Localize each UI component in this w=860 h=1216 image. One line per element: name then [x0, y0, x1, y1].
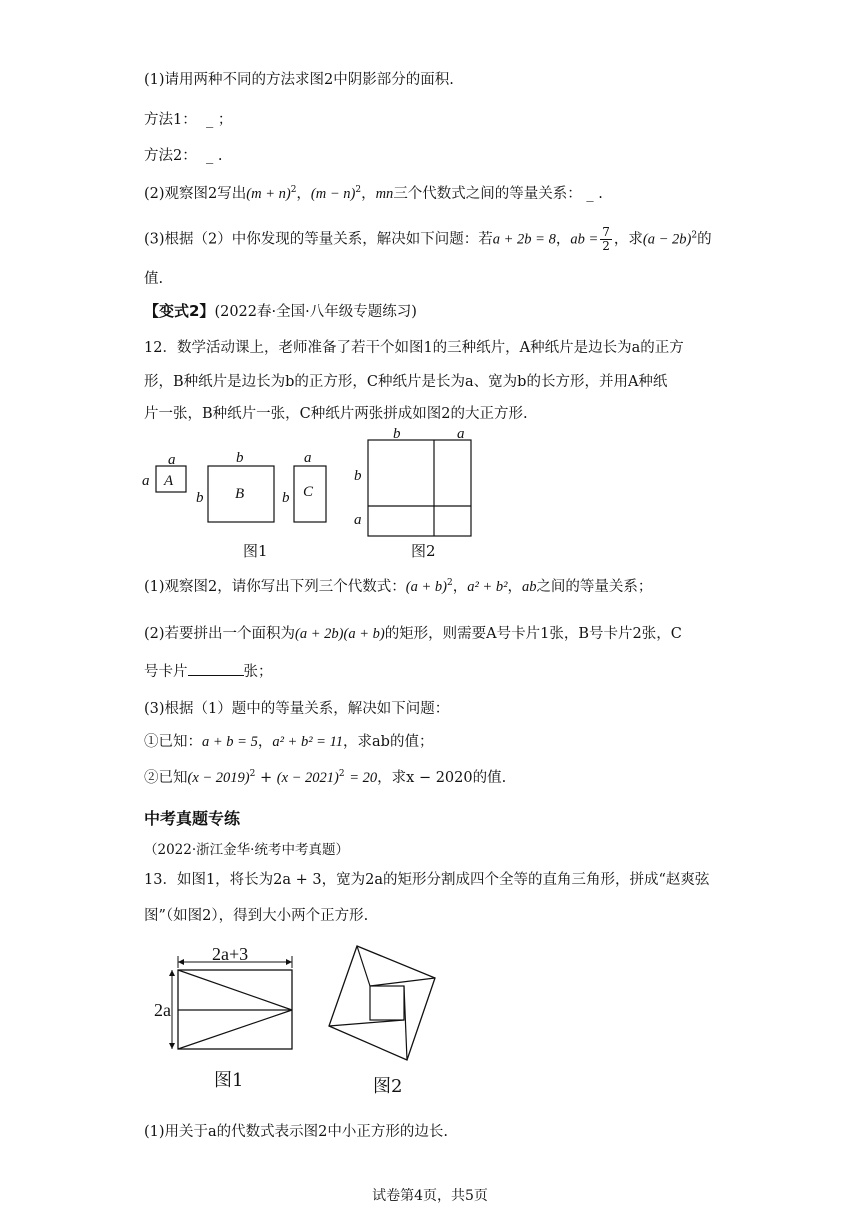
q12-part1: (1)观察图2，请你写出下列三个代数式：$(a + b)^2$，a² + b²，ab之间的等量关系；: [144, 578, 653, 595]
q13-stem-line1: 13．如图1，将长为2a + 3，宽为2a的矩形分割成四个全等的直角三角形，拼成“赵爽弦: [144, 872, 710, 888]
label-B: B: [235, 486, 245, 502]
q12-figure2: [350, 424, 490, 539]
q11-part3-line2: 值.: [144, 271, 164, 287]
fig2-label-b-side: b: [354, 468, 362, 484]
fig2-label-a-side: a: [354, 512, 362, 528]
q12-figure1: [140, 430, 370, 540]
label-A: A: [164, 473, 174, 489]
label-a-top: a: [168, 452, 176, 468]
q13-top-label: 2a+3: [212, 944, 249, 964]
label-c-side: b: [282, 490, 290, 506]
q13-side-label: 2a: [154, 1000, 171, 1020]
section-source: （2022·浙江金华·统考中考真题）: [144, 842, 349, 858]
page-footer: 试卷第4页，共5页: [372, 1188, 488, 1204]
label-c-top: a: [304, 450, 312, 466]
q13-figure1: [150, 944, 300, 1054]
label-a-side: a: [142, 473, 150, 489]
q12-part2-line2: 号卡片 张；: [144, 660, 273, 681]
q12-fig1-caption: 图1: [243, 542, 268, 560]
q13-fig1-caption: 图1: [214, 1070, 244, 1091]
q12-part2: (2)若要拼出一个面积为(a + 2b)(a + b)的矩形，则需要A号卡片1张，B号卡片2张，C: [144, 626, 682, 642]
q13-stem-line2: 图”（如图2），得到大小两个正方形.: [144, 908, 369, 924]
label-b-side: b: [196, 490, 204, 506]
label-C: C: [303, 484, 314, 500]
q12-part3-1: ①已知：a + b = 5，a² + b² = 11，求ab的值；: [144, 734, 434, 750]
q11-part1: (1)请用两种不同的方法求图2中阴影部分的面积.: [144, 72, 454, 88]
q12-part3: (3)根据（1）题中的等量关系，解决如下问题：: [144, 701, 450, 717]
fraction: $\frac{7}{2}$: [602, 225, 610, 253]
q12-stem-line2: 形，B种纸片是边长为b的正方形，C种纸片是长为a、宽为b的长方形，并用A种纸: [144, 374, 668, 390]
q12-part3-2: ②已知$(x - 2019)^2 + (x - 2021)^2 = 20$，求x − 2020的值.: [144, 769, 507, 786]
q12-stem-line3: 片一张，B种纸片一张，C种纸片两张拼成如图2的大正方形.: [144, 406, 528, 422]
label-b-top: b: [236, 450, 244, 466]
q11-method1: 方法1： _ ；: [144, 112, 233, 128]
section-title: 中考真题专练: [144, 809, 241, 828]
q13-fig2-caption: 图2: [373, 1076, 403, 1097]
fig2-label-a-top: a: [457, 426, 465, 442]
fig2-label-b-top: b: [393, 426, 401, 442]
q13-figure2: [325, 944, 445, 1064]
q12-fig2-caption: 图2: [411, 542, 436, 560]
q11-part3: (3)根据（2）中你发现的等量关系，解决如下问题：若a + 2b = 8，ab = $\frac{7}{2}$ ，求$(a - 2b)^2$的: [144, 225, 712, 253]
variant-header: 【变式2】(2022春·全国·八年级专题练习): [144, 302, 417, 320]
q13-part1: (1)用关于a的代数式表示图2中小正方形的边长.: [144, 1124, 449, 1140]
q12-stem-line1: 12．数学活动课上，老师准备了若干个如图1的三种纸片，A种纸片是边长为a的正方: [144, 340, 684, 356]
q11-method2: 方法2： _ .: [144, 148, 223, 164]
answer-blank[interactable]: [188, 661, 244, 676]
q11-part2: (2)观察图2写出$(m + n)^2$，$(m - n)^2$，mn三个代数式之间的等量关系： _ .: [144, 185, 603, 202]
